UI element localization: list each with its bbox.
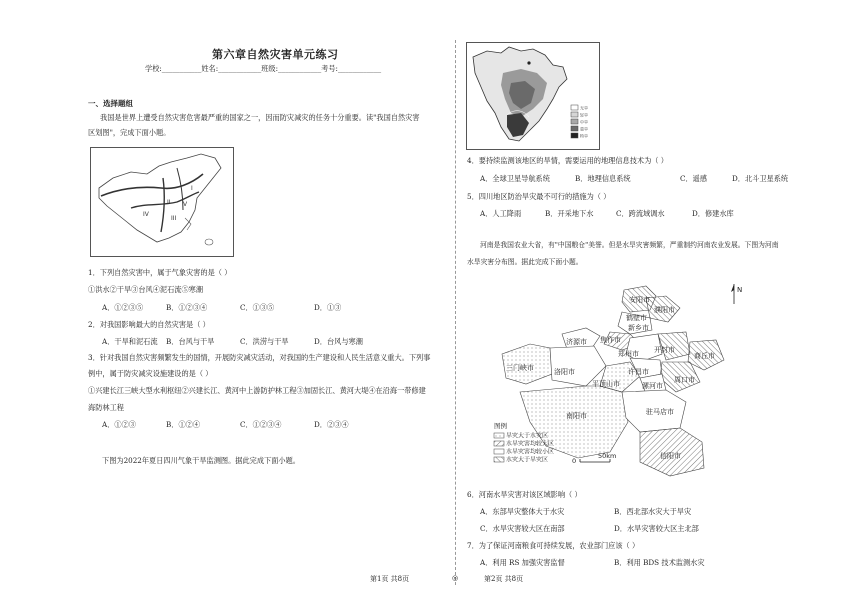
q2-option-b[interactable]: B．台风与干旱 [166,337,215,346]
binding-mark: ◎ [452,574,459,582]
legend-label: 旱灾大于水灾区 [506,432,549,440]
legend-swatch [571,105,578,110]
q2-option-a[interactable]: A．干旱和泥石流 [102,337,158,346]
city-label-hebi: 鹤壁市 [626,314,647,322]
q3-option-d[interactable]: D．②③④ [314,420,349,429]
q6-option-b[interactable]: B．西北部水灾大于旱灾 [614,507,692,516]
intro-text-1: 我国是世界上遭受自然灾害危害最严重的国家之一，因而防灾减灾的任务十分重要。读"我国自然灾害 [100,113,420,122]
map-region-label: II [167,199,171,206]
question-7-stem: 7．为了保证河南粮食可持续发展，农业部门应该（ ） [467,541,640,550]
legend-label: 中旱 [580,119,588,125]
city-label-luohe: 漯河市 [642,382,663,390]
city-label-sanmenxia: 三门峡市 [506,364,534,372]
city-label-jiaozuo: 焦作市 [600,336,621,344]
q3-option-c[interactable]: C．①②③④ [240,420,282,429]
legend-label: 无旱 [580,105,588,111]
question-5-stem: 5．四川地区防治旱灾最不可行的措施为（ ） [467,192,611,201]
city-label-anyang: 安阳市 [629,296,650,304]
q4-option-d[interactable]: D．北斗卫星系统 [732,174,789,183]
student-info-line: 学校:___________姓名:____________班级:____________考号:____________ [145,64,382,73]
china-hazard-map [90,147,234,257]
q4-option-b[interactable]: B．地理信息系统 [575,174,631,183]
q1-option-d[interactable]: D．①③ [314,303,342,312]
city-label-xuchang: 许昌市 [628,368,649,376]
svg-text:50km: 50km [598,452,617,460]
question-3-items: ①兴建长江三峡大型水利枢纽②兴建长江、黄河中上游防护林工程③加固长江、黄河大堤④在沿海一带修建 [88,386,426,395]
q7-option-b[interactable]: B．利用 BDS 技术监测水灾 [614,558,705,567]
q6-option-a[interactable]: A．东部旱灾整体大于水灾 [480,507,565,516]
legend-swatch [494,433,504,438]
question-3-stem: 3．针对我国自然灾害频繁发生的国情，开展防灾减灾活动，对我国的生产建设和人民生活意义重大。下列事 [88,353,431,362]
q2-option-c[interactable]: C．洪涝与干旱 [240,337,289,346]
legend-label: 特旱 [580,133,588,139]
legend-label: 水灾大于旱灾区 [506,456,549,464]
city-label-xinxiang: 新乡市 [628,324,649,332]
q3-option-b[interactable]: B．①②④ [166,420,201,429]
page-number-left: 第1页 共8页 [370,575,410,583]
question-3-stem-b: 例中，属于防灾减灾设施建设的是（ ） [88,369,213,378]
sichuan-drought-map [466,42,600,150]
legend-label: 水旱灾害均较小区 [506,448,555,456]
legend-label: 水旱灾害均较大区 [506,440,555,448]
q4-option-a[interactable]: A．全球卫星导航系统 [480,174,550,183]
page-divider [455,40,456,585]
q6-option-d[interactable]: D．水旱灾害较大区主北部 [614,524,699,533]
q5-option-d[interactable]: D．修建水库 [692,209,734,218]
q6-option-c[interactable]: C．水旱灾害较大区在南部 [480,524,565,533]
question-1-stem: 1．下列自然灾害中，属于气象灾害的是（ ） [88,268,232,277]
city-label-luoyang: 洛阳市 [554,368,575,376]
page-number-right: 第2页 共8页 [484,575,524,583]
legend-title: 图例 [494,422,507,430]
q1-option-c[interactable]: C．①③⑤ [240,303,275,312]
svg-text:0: 0 [572,457,577,465]
city-label-jiyuan: 济源市 [566,338,587,346]
north-arrow-icon [731,284,742,304]
q1-option-b[interactable]: B．①②③④ [166,303,208,312]
q5-option-c[interactable]: C．跨流域调水 [616,209,665,218]
q5-option-b[interactable]: B．开采地下水 [545,209,594,218]
legend-swatch [494,457,504,462]
svg-text:N: N [737,286,743,294]
city-label-shangqiu: 商丘市 [694,352,715,360]
city-label-zhengzhou: 郑州市 [618,350,639,358]
map-region-label: I [191,185,193,192]
legend-swatch [494,441,504,446]
intro-text-3: 河南是我国农业大省，有"中国粮仓"美誉。但是水旱灾害频繁，严重制约河南农业发展。下图为河南 [480,241,779,249]
city-label-zhumadian: 驻马店市 [646,408,674,416]
legend-label: 重旱 [580,126,588,132]
q7-option-a[interactable]: A．利用 RS 加强灾害监督 [480,558,565,567]
city-label-puyang: 濮阳市 [654,306,675,314]
q1-option-a[interactable]: A．①②③⑤ [102,303,144,312]
legend-swatch [571,133,578,138]
city-label-zhoukou: 周口市 [674,376,695,384]
q5-option-a[interactable]: A．人工降雨 [480,209,522,218]
page-title: 第六章自然灾害单元练习 [212,48,339,61]
map-region-label: IV [143,211,149,218]
map-region-label: V [183,201,188,208]
question-1-items: ①洪水②干旱③台风④泥石流⑤寒潮 [88,285,204,294]
section-heading: 一、选择题组 [88,99,133,108]
henan-disaster-map [490,282,750,482]
legend-swatch [494,449,504,454]
intro-text-1b: 区划图"，完成下面小题。 [88,128,171,137]
q2-option-d[interactable]: D．台风与寒潮 [314,337,363,346]
map-region-label: III [171,215,177,222]
legend-swatch [571,126,578,131]
intro-text-3b: 水旱灾害分布图。据此完成下面小题。 [467,258,583,266]
question-2-stem: 2．对我国影响最大的自然灾害是（ ） [88,320,210,329]
legend-swatch [571,119,578,124]
city-label-xinyang: 信阳市 [660,452,681,460]
q4-option-c[interactable]: C．遥感 [680,174,708,183]
city-label-pingdingshan: 平顶山市 [592,380,620,388]
city-label-kaifeng: 开封市 [654,346,675,354]
q3-option-a[interactable]: A．①②③ [102,420,136,429]
question-3-items-b: 海防林工程 [88,403,124,412]
legend-swatch [571,112,578,117]
city-label-nanyang: 南阳市 [566,412,587,420]
intro-text-2: 下图为2022年夏日四川气象干旱监测图。据此完成下面小题。 [102,456,300,465]
legend-label: 轻旱 [580,112,588,118]
question-4-stem: 4．要持续监测该地区的旱情，需要运用的地理信息技术为（ ） [467,156,668,165]
question-6-stem: 6．河南水旱灾害对该区域影响（ ） [467,490,582,499]
